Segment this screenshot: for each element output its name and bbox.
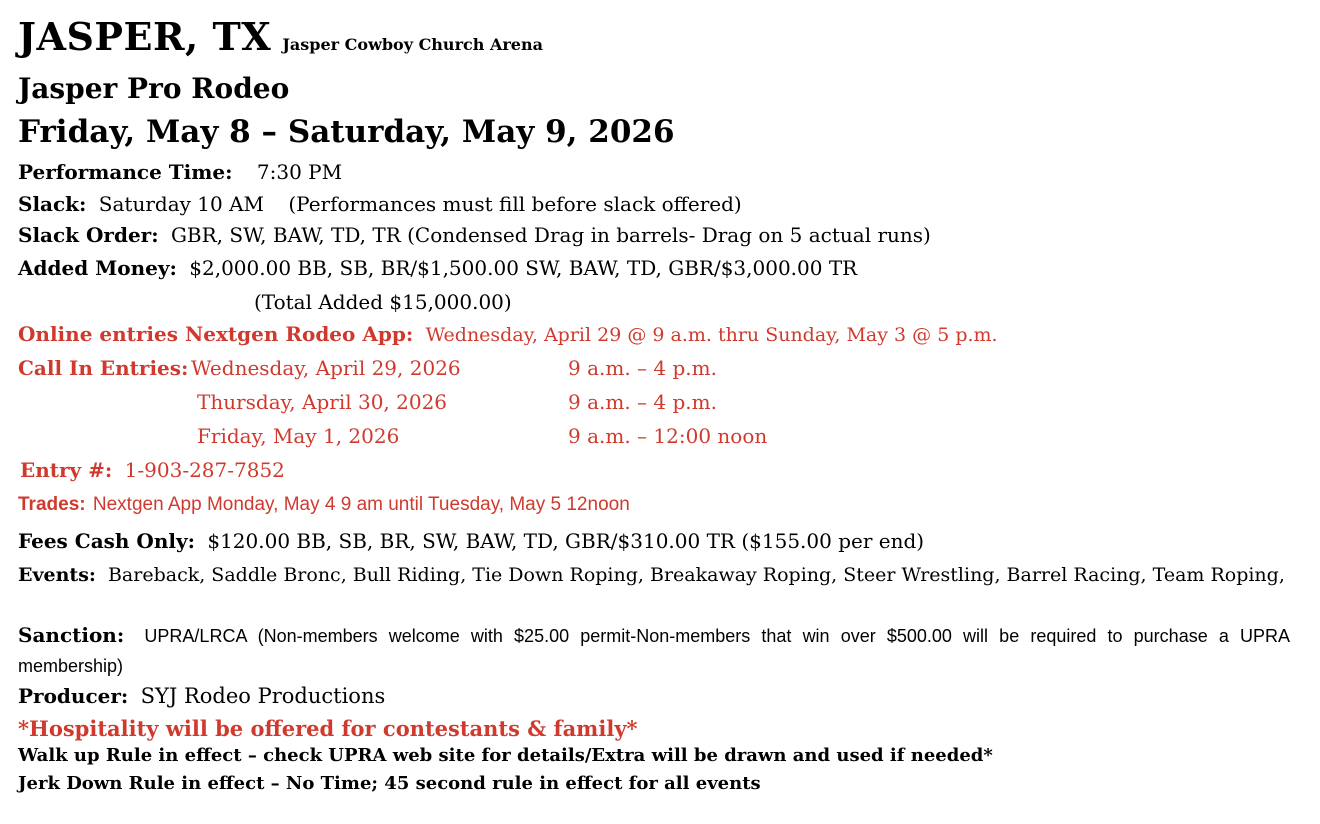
entry-number-value: 1-903-287-7852	[124, 458, 285, 482]
performance-label: Performance Time:	[18, 160, 233, 184]
sanction-label: Sanction:	[18, 623, 125, 647]
call-in-date-1: Wednesday, April 29, 2026	[191, 356, 461, 380]
slack-order-line	[18, 223, 931, 247]
online-entries-line	[18, 322, 998, 346]
call-in-date-2: Thursday, April 30, 2026	[197, 390, 448, 414]
slack-order-value: GBR, SW, BAW, TD, TR (Condensed Drag in barrels- Drag on 5 actual runs)	[170, 223, 931, 247]
call-in-time-3: 9 a.m. – 12:00 noon	[568, 424, 768, 448]
call-in-time-2: 9 a.m. – 4 p.m.	[568, 390, 717, 414]
fees-line	[18, 529, 924, 553]
title-line	[18, 14, 543, 59]
producer-line	[18, 684, 385, 708]
sanction-value: UPRA/LRCA (Non-members welcome with $25.00 permit-Non-members that win over $500.00 will be required to purchase a UPRA membership)	[18, 626, 1290, 676]
online-entries-label: Online entries Nextgen Rodeo App:	[18, 322, 414, 346]
entry-number-line	[20, 458, 285, 482]
performance-line	[18, 160, 342, 184]
city-title: JASPER, TX	[18, 14, 272, 59]
call-in-time-1: 9 a.m. – 4 p.m.	[568, 356, 717, 380]
event-dates: Friday, May 8 – Saturday, May 9, 2026	[18, 114, 675, 150]
slack-note: (Performances must fill before slack offered)	[288, 192, 742, 216]
slack-value: Saturday 10 AM	[98, 192, 264, 216]
events-paragraph	[18, 561, 1290, 590]
sanction-paragraph	[18, 620, 1290, 681]
slack-line	[18, 192, 742, 216]
fees-value: $120.00 BB, SB, BR, SW, BAW, TD, GBR/$310.00 TR ($155.00 per end)	[207, 529, 925, 553]
venue-subtitle: Jasper Cowboy Church Arena	[282, 35, 543, 54]
added-money-label: Added Money:	[18, 256, 177, 280]
added-money-total: (Total Added $15,000.00)	[254, 290, 512, 314]
walk-up-rule: Walk up Rule in effect – check UPRA web site for details/Extra will be drawn and used if needed*	[18, 745, 993, 766]
fees-label: Fees Cash Only:	[18, 529, 195, 553]
slack-label: Slack:	[18, 192, 87, 216]
call-in-date-3: Friday, May 1, 2026	[197, 424, 400, 448]
events-label: Events:	[18, 564, 96, 586]
hospitality-note: *Hospitality will be offered for contestants & family*	[18, 716, 638, 741]
entry-number-label: Entry #:	[20, 458, 113, 482]
jerk-down-rule: Jerk Down Rule in effect – No Time; 45 second rule in effect for all events	[18, 773, 761, 794]
slack-order-label: Slack Order:	[18, 223, 159, 247]
events-value: Bareback, Saddle Bronc, Bull Riding, Tie Down Roping, Breakaway Roping, Steer Wrestling, Barrel Racing, Team Roping,	[107, 564, 1285, 586]
event-name: Jasper Pro Rodeo	[18, 72, 290, 105]
trades-value: Nextgen App Monday, May 4 9 am until Tuesday, May 5 12noon	[92, 494, 630, 515]
added-money-value: $2,000.00 BB, SB, BR/$1,500.00 SW, BAW, TD, GBR/$3,000.00 TR	[189, 256, 858, 280]
call-in-label: Call In Entries:	[18, 356, 189, 380]
added-money-line	[18, 256, 857, 280]
trades-line	[18, 494, 630, 516]
producer-value: SYJ Rodeo Productions	[140, 684, 386, 708]
trades-label: Trades:	[18, 494, 86, 515]
producer-label: Producer:	[18, 684, 129, 708]
performance-value: 7:30 PM	[256, 160, 343, 184]
online-entries-value: Wednesday, April 29 @ 9 a.m. thru Sunday, May 3 @ 5 p.m.	[425, 324, 998, 346]
